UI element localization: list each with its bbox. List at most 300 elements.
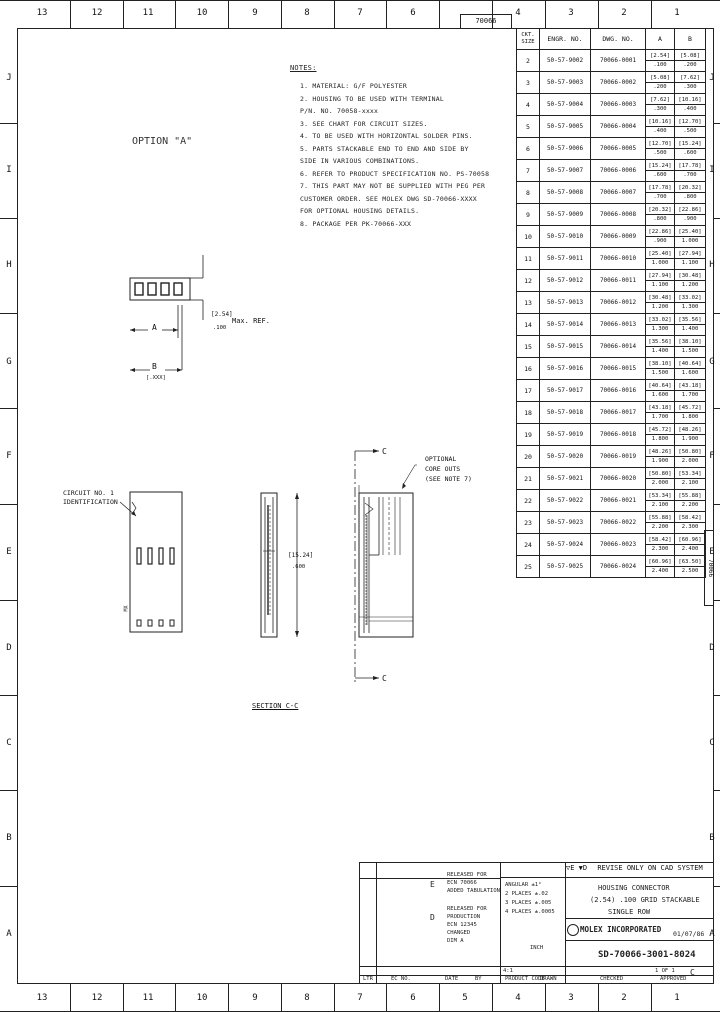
- dim-a-mm: [50.80]: [646, 470, 674, 479]
- dim-b-in: 1.700: [681, 392, 699, 398]
- zone-bottom-4: 4: [515, 993, 521, 1003]
- zone-tick-left: [0, 790, 17, 791]
- cell-ckt-size: 3: [517, 72, 540, 94]
- cell-ckt-size: 13: [517, 292, 540, 314]
- front-view-drawing: [110, 480, 190, 640]
- table-row: [517, 468, 706, 490]
- dim-b-mm: [43.18]: [675, 382, 705, 391]
- zone-right-A: A: [709, 929, 715, 939]
- header-engr-no: ENGR. NO.: [540, 29, 591, 50]
- doc-number: SD-70066-3001-8024: [598, 950, 696, 960]
- rev-triangle-d-letter: D: [582, 864, 588, 872]
- bottom-row-label: CHECKED: [600, 976, 624, 982]
- dim-a-in: .800: [653, 216, 667, 222]
- dim-a-in: 2.000: [651, 480, 669, 486]
- table-row: [517, 160, 706, 182]
- dim-b-mm: [30.48]: [675, 272, 705, 281]
- cell-dim-b: [675, 226, 706, 248]
- table-row: [517, 94, 706, 116]
- table-row: [517, 292, 706, 314]
- cell-dwg-no: 70066-0004: [591, 116, 646, 138]
- cell-engr-no: 50-57-9002: [540, 50, 591, 72]
- zone-left-G: G: [6, 357, 12, 367]
- notes-title: NOTES:: [290, 64, 317, 72]
- cell-dim-b: [675, 336, 706, 358]
- header-a: A: [646, 29, 675, 50]
- dim-a-mm: [27.94]: [646, 272, 674, 281]
- zone-tick-top: [70, 0, 71, 28]
- dim-a-mm: [48.26]: [646, 448, 674, 457]
- cell-dim-a: [646, 204, 675, 226]
- dim-b-mm: [27.94]: [675, 250, 705, 259]
- zone-right-B: B: [709, 833, 715, 843]
- zone-tick-left: [0, 123, 17, 124]
- dim-b-in: 1.500: [681, 348, 699, 354]
- zone-tick-bottom: [70, 983, 71, 1011]
- zone-tick-top: [386, 0, 387, 28]
- dim-a-in: 1.400: [651, 348, 669, 354]
- side-view-drawing: [255, 485, 315, 645]
- cell-dim-a: [646, 270, 675, 292]
- dim-b-mm: [22.86]: [675, 206, 705, 215]
- cell-dim-a: [646, 314, 675, 336]
- cell-dwg-no: 70066-0015: [591, 358, 646, 380]
- dim-a-in: 1.300: [651, 326, 669, 332]
- note-line: 8. PACKAGE PER PK-70066-XXX: [300, 219, 412, 228]
- dim-b-in: .800: [683, 194, 697, 200]
- dim-b-mm: [60.96]: [675, 536, 705, 545]
- zone-tick-left: [0, 218, 17, 219]
- dim-a-mm: [45.72]: [646, 426, 674, 435]
- dim-b-mm: [10.16]: [675, 96, 705, 105]
- dim-a-in: .400: [653, 128, 667, 134]
- dim-b-in: .700: [683, 172, 697, 178]
- cell-engr-no: 50-57-9007: [540, 160, 591, 182]
- zone-top-13: 13: [36, 8, 48, 18]
- cell-dwg-no: 70066-0022: [591, 512, 646, 534]
- dim-a-label: A: [152, 323, 157, 332]
- zone-right-C: C: [709, 738, 715, 748]
- dim-b-mm: [5.08]: [675, 52, 705, 61]
- dim-a-in: 1.200: [651, 304, 669, 310]
- table-row: [517, 358, 706, 380]
- dim-b-in: .300: [683, 84, 697, 90]
- dim-a-in: .100: [653, 62, 667, 68]
- cell-engr-no: 50-57-9017: [540, 380, 591, 402]
- zone-top-7: 7: [357, 8, 363, 18]
- cell-dim-b: [675, 204, 706, 226]
- cell-dwg-no: 70066-0005: [591, 138, 646, 160]
- cell-dim-b: [675, 138, 706, 160]
- dim-b-mm: [17.78]: [675, 162, 705, 171]
- max-ref-value: [2.54]: [211, 311, 233, 318]
- dim-a-mm: [58.42]: [646, 536, 674, 545]
- dim-a-mm: [10.16]: [646, 118, 674, 127]
- cell-dim-a: [646, 336, 675, 358]
- revise-header: [566, 864, 703, 872]
- table-row: [517, 182, 706, 204]
- identification-label: IDENTIFICATION: [63, 498, 118, 506]
- cell-dim-a: [646, 248, 675, 270]
- scale-value: 4:1: [503, 968, 513, 974]
- dim-a-mm: [25.40]: [646, 250, 674, 259]
- dim-a-mm: [5.08]: [646, 74, 674, 83]
- cell-engr-no: 50-57-9016: [540, 358, 591, 380]
- table-row: [517, 72, 706, 94]
- section-cc-drawing: [345, 445, 435, 690]
- cell-ckt-size: 9: [517, 204, 540, 226]
- cell-dwg-no: 70066-0007: [591, 182, 646, 204]
- header-dwg-no: DWG. NO.: [591, 29, 646, 50]
- cell-ckt-size: 18: [517, 402, 540, 424]
- cell-dwg-no: 70066-0024: [591, 556, 646, 578]
- zone-bottom-2: 2: [621, 993, 627, 1003]
- zone-top-10: 10: [196, 8, 208, 18]
- cell-ckt-size: 15: [517, 336, 540, 358]
- zone-bottom-12: 12: [91, 993, 103, 1003]
- cell-dim-a: [646, 534, 675, 556]
- table-row: [517, 50, 706, 72]
- cell-dim-a: [646, 446, 675, 468]
- cell-engr-no: 50-57-9012: [540, 270, 591, 292]
- zone-bottom-8: 8: [304, 993, 310, 1003]
- dim-b-in: 1.100: [681, 260, 699, 266]
- revise-note: REVISE ONLY ON CAD SYSTEM: [597, 864, 703, 872]
- size-value: C: [690, 968, 695, 977]
- cell-dim-a: [646, 556, 675, 578]
- tb-v-mid: [565, 862, 566, 983]
- cell-dwg-no: 70066-0017: [591, 402, 646, 424]
- rev-d-line: RELEASED FOR: [447, 906, 487, 912]
- cell-dim-a: [646, 468, 675, 490]
- zone-tick-right: [713, 504, 720, 505]
- table-row: [517, 270, 706, 292]
- zone-tick-top: [545, 0, 546, 28]
- dim-a-in: .900: [653, 238, 667, 244]
- note-line: 1. MATERIAL: G/F POLYESTER: [300, 82, 407, 90]
- cell-ckt-size: 19: [517, 424, 540, 446]
- table-row: [517, 226, 706, 248]
- dim-a-in: 2.300: [651, 546, 669, 552]
- dim-a-mm: [55.88]: [646, 514, 674, 523]
- cell-engr-no: 50-57-9004: [540, 94, 591, 116]
- tb-v-rev: [376, 862, 377, 983]
- dim-b-in: 1.800: [681, 414, 699, 420]
- dim-a-in: 2.100: [651, 502, 669, 508]
- tb-h1: [359, 878, 500, 879]
- dim-a-in: .700: [653, 194, 667, 200]
- dim-b-mm: [63.50]: [675, 558, 705, 567]
- side-tab-label: 70066: [707, 558, 714, 578]
- cell-dwg-no: 70066-0002: [591, 72, 646, 94]
- cell-engr-no: 50-57-9014: [540, 314, 591, 336]
- cell-dim-a: [646, 138, 675, 160]
- dim-b-in: .600: [683, 150, 697, 156]
- zone-tick-bottom: [281, 983, 282, 1011]
- max-ref-label: Max. REF.: [232, 317, 270, 325]
- zone-tick-right: [713, 695, 720, 696]
- table-row: [517, 314, 706, 336]
- dim-b-mm: [25.40]: [675, 228, 705, 237]
- zone-bottom-11: 11: [142, 993, 154, 1003]
- table-row: [517, 424, 706, 446]
- cell-dim-b: [675, 490, 706, 512]
- dim-a-in: 1.100: [651, 282, 669, 288]
- zone-left-B: B: [6, 833, 12, 843]
- header-b: B: [675, 29, 706, 50]
- zone-right-I: I: [709, 165, 715, 175]
- dim-b-in: 2.300: [681, 524, 699, 530]
- dim-a-mm: [60.96]: [646, 558, 674, 567]
- tb-right-h1: [500, 877, 713, 878]
- cell-dim-a: [646, 72, 675, 94]
- dim-a-in: .200: [653, 84, 667, 90]
- table-row: [517, 248, 706, 270]
- dim-a-mm: [30.48]: [646, 294, 674, 303]
- zone-tick-top: [334, 0, 335, 28]
- zone-tick-top: [123, 0, 124, 28]
- note-line: 4. TO BE USED WITH HORIZONTAL SOLDER PINS.: [300, 132, 473, 140]
- zone-tick-top: [175, 0, 176, 28]
- rev-triangle-e-letter: E: [570, 864, 575, 872]
- dim-b-in: 1.200: [681, 282, 699, 288]
- zone-tick-left: [0, 695, 17, 696]
- cell-engr-no: 50-57-9005: [540, 116, 591, 138]
- cell-ckt-size: 17: [517, 380, 540, 402]
- dim-b-mm: [12.70]: [675, 118, 705, 127]
- table-body: [517, 50, 706, 578]
- rev-e-letter: E: [430, 880, 435, 889]
- cell-dim-b: [675, 314, 706, 336]
- cell-ckt-size: 4: [517, 94, 540, 116]
- cell-engr-no: 50-57-9021: [540, 468, 591, 490]
- note-line: 7. THIS PART MAY NOT BE SUPPLIED WITH PEG PER: [300, 182, 486, 190]
- table-row: [517, 490, 706, 512]
- cell-dim-b: [675, 248, 706, 270]
- zone-top-4: 4: [515, 8, 521, 18]
- cell-dim-b: [675, 116, 706, 138]
- zone-tick-bottom: [492, 983, 493, 1011]
- dim-b-in: .400: [683, 106, 697, 112]
- zone-tick-right: [713, 408, 720, 409]
- zone-tick-bottom: [439, 983, 440, 1011]
- bottom-row-label: BY: [475, 976, 482, 982]
- cell-ckt-size: 12: [517, 270, 540, 292]
- cell-ckt-size: 21: [517, 468, 540, 490]
- cell-dim-b: [675, 424, 706, 446]
- zone-tick-top: [281, 0, 282, 28]
- zone-top-2: 2: [621, 8, 627, 18]
- zone-top-9: 9: [252, 8, 258, 18]
- sheet-value: 1 OF 1: [655, 968, 675, 974]
- dim-b-mm: [33.02]: [675, 294, 705, 303]
- table-row: [517, 556, 706, 578]
- table-row: [517, 336, 706, 358]
- cell-dwg-no: 70066-0012: [591, 292, 646, 314]
- cell-dim-a: [646, 424, 675, 446]
- dim-b-in: 2.200: [681, 502, 699, 508]
- table-row: [517, 512, 706, 534]
- zone-left-I: I: [6, 165, 12, 175]
- zone-left-D: D: [6, 643, 12, 653]
- core-outs-label: CORE OUTS: [425, 465, 461, 473]
- cell-dwg-no: 70066-0014: [591, 336, 646, 358]
- cell-dim-b: [675, 446, 706, 468]
- zone-tick-bottom: [123, 983, 124, 1011]
- dim-b-sub: [.XXX]: [146, 375, 166, 381]
- zone-tick-top: [651, 0, 652, 28]
- dim-a-mm: [17.78]: [646, 184, 674, 193]
- cell-dim-b: [675, 402, 706, 424]
- zone-left-J: J: [6, 73, 12, 83]
- dim-a-mm: [53.34]: [646, 492, 674, 501]
- cell-dwg-no: 70066-0008: [591, 204, 646, 226]
- dim-b-in: 1.400: [681, 326, 699, 332]
- rev-d-line: PRODUCTION: [447, 914, 481, 920]
- dim-b-in: 2.400: [681, 546, 699, 552]
- zone-top-1: 1: [674, 8, 680, 18]
- bottom-row-label: PRODUCT CODE: [505, 976, 545, 982]
- note-line: 3. SEE CHART FOR CIRCUIT SIZES.: [300, 119, 428, 128]
- dim-b-in: 2.100: [681, 480, 699, 486]
- zone-bottom-7: 7: [357, 993, 363, 1003]
- zone-tick-left: [0, 313, 17, 314]
- tolerance-line: ANGULAR ±1°: [505, 882, 542, 888]
- tolerance-line: 4 PLACES ±.0005: [505, 909, 555, 915]
- cell-engr-no: 50-57-9011: [540, 248, 591, 270]
- zone-top-8: 8: [304, 8, 310, 18]
- dim-a-in: .600: [653, 172, 667, 178]
- cell-ckt-size: 25: [517, 556, 540, 578]
- zone-tick-bottom: [175, 983, 176, 1011]
- dim-b-in: 1.300: [681, 304, 699, 310]
- cell-engr-no: 50-57-9013: [540, 292, 591, 314]
- cell-ckt-size: 23: [517, 512, 540, 534]
- cell-dim-b: [675, 468, 706, 490]
- zone-bottom-10: 10: [196, 993, 208, 1003]
- molex-logo-icon: [567, 924, 579, 936]
- bottom-row-label: APPROVED: [660, 976, 687, 982]
- dim-b-mm: [7.62]: [675, 74, 705, 83]
- zone-tick-left: [0, 886, 17, 887]
- bottom-row-label: EC NO.: [391, 976, 411, 982]
- dim-b-in: 1.900: [681, 436, 699, 442]
- dim-a-in: 1.600: [651, 392, 669, 398]
- cell-dwg-no: 70066-0021: [591, 490, 646, 512]
- note-line: SIDE IN VARIOUS COMBINATIONS.: [300, 157, 420, 165]
- rev-d-line: CHANGED: [447, 930, 471, 936]
- zone-tick-bottom: [386, 983, 387, 1011]
- zone-top-12: 12: [91, 8, 103, 18]
- dim-b-mm: [38.10]: [675, 338, 705, 347]
- zone-right-J: J: [709, 73, 715, 83]
- note-line: CUSTOMER ORDER. SEE MOLEX DWG SD-70066-XXXX: [300, 194, 477, 203]
- rev-triangle-d-icon: ▼: [578, 864, 583, 872]
- zone-tick-right: [713, 123, 720, 124]
- zone-tick-top: [228, 0, 229, 28]
- zone-bottom-5: 5: [462, 993, 468, 1003]
- max-ref-sub: .100: [213, 325, 227, 331]
- note-line: 5. PARTS STACKABLE END TO END AND SIDE BY: [300, 144, 469, 153]
- dim-a-in: .500: [653, 150, 667, 156]
- dim-a-in: 1.900: [651, 458, 669, 464]
- cell-ckt-size: 7: [517, 160, 540, 182]
- cell-ckt-size: 8: [517, 182, 540, 204]
- cell-engr-no: 50-57-9025: [540, 556, 591, 578]
- cell-dwg-no: 70066-0013: [591, 314, 646, 336]
- dim-a-mm: [15.24]: [646, 162, 674, 171]
- zone-left-F: F: [6, 451, 12, 461]
- zone-tick-left: [0, 600, 17, 601]
- zone-bottom-13: 13: [36, 993, 48, 1003]
- dim-b-mm: [53.34]: [675, 470, 705, 479]
- table-header-row: [517, 29, 706, 50]
- rev-d-line: DIM A: [447, 938, 464, 944]
- dim-a-mm: [43.18]: [646, 404, 674, 413]
- section-c-bottom: C: [382, 674, 387, 683]
- dim-b-mm: [58.42]: [675, 514, 705, 523]
- dim-a-in: 1.800: [651, 436, 669, 442]
- dim-a-mm: [7.62]: [646, 96, 674, 105]
- cell-dwg-no: 70066-0001: [591, 50, 646, 72]
- dim-a-in: 1.500: [651, 370, 669, 376]
- zone-bottom-1: 1: [674, 993, 680, 1003]
- cell-dim-a: [646, 160, 675, 182]
- cell-dim-b: [675, 292, 706, 314]
- zone-left-A: A: [6, 929, 12, 939]
- zone-tick-right: [713, 790, 720, 791]
- cell-dim-b: [675, 72, 706, 94]
- header-ckt-size: CKT. SIZE: [517, 29, 540, 50]
- zone-tick-bottom: [651, 983, 652, 1011]
- dim-a-mm: [35.56]: [646, 338, 674, 347]
- dim-b-in: 2.500: [681, 568, 699, 574]
- dim-a-in: 2.400: [651, 568, 669, 574]
- note-line: 2. HOUSING TO BE USED WITH TERMINAL: [300, 94, 444, 103]
- cell-dim-b: [675, 182, 706, 204]
- table-row: [517, 204, 706, 226]
- cell-dim-a: [646, 116, 675, 138]
- option-a-label: OPTION "A": [132, 136, 193, 147]
- title-line-2: (2.54) .100 GRID STACKABLE: [590, 896, 700, 904]
- dim-b-in: .200: [683, 62, 697, 68]
- zone-tick-left: [0, 408, 17, 409]
- dim-a-in: .300: [653, 106, 667, 112]
- units-label: INCH: [530, 945, 544, 951]
- cell-engr-no: 50-57-9010: [540, 226, 591, 248]
- table-row: [517, 116, 706, 138]
- dim-b-in: 2.000: [681, 458, 699, 464]
- zone-top-11: 11: [142, 8, 154, 18]
- tb-h2: [359, 966, 713, 967]
- dim-b-in: 1.000: [681, 238, 699, 244]
- cell-dim-a: [646, 402, 675, 424]
- dim-a-mm: [38.10]: [646, 360, 674, 369]
- cell-dwg-no: 70066-0020: [591, 468, 646, 490]
- dim-a-mm: [33.02]: [646, 316, 674, 325]
- zone-left-E: E: [6, 547, 12, 557]
- section-cc-label: SECTION C-C: [252, 702, 299, 710]
- cell-ckt-size: 2: [517, 50, 540, 72]
- dim-a-in: 1.700: [651, 414, 669, 420]
- dim-b-mm: [45.72]: [675, 404, 705, 413]
- cell-ckt-size: 16: [517, 358, 540, 380]
- cell-dim-b: [675, 270, 706, 292]
- cell-dwg-no: 70066-0009: [591, 226, 646, 248]
- dim-b-in: 1.600: [681, 370, 699, 376]
- see-note-label: (SEE NOTE 7): [425, 475, 472, 483]
- zone-right-E: E: [709, 547, 715, 557]
